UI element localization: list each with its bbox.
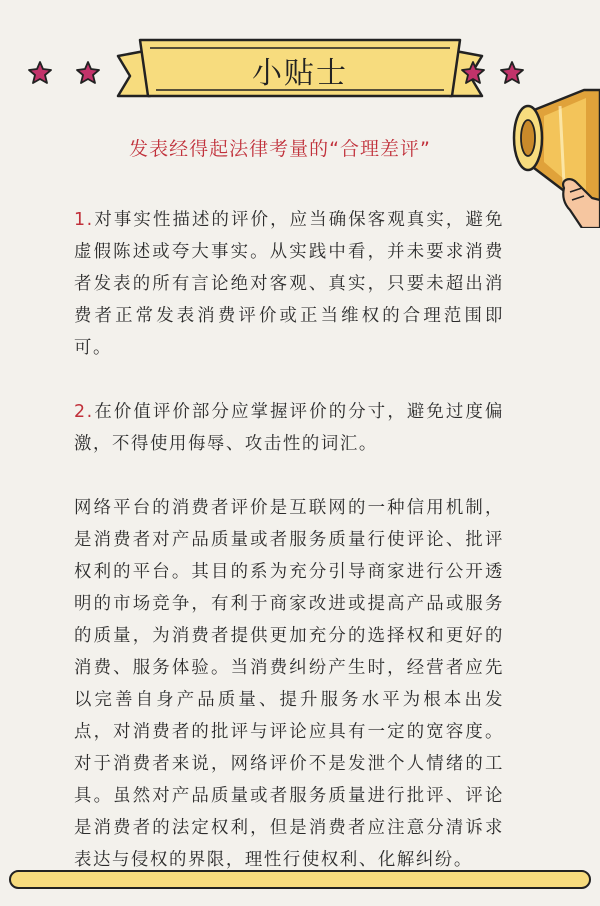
list-item bbox=[74, 396, 504, 460]
item-text: 对事实性描述的评价，应当确保客观真实，避免虚假陈述或夸大事实。从实践中看，并未要求消费者发表的所有言论绝对客观、真实，只要未超出消费者正常发表消费评价或正当维权的合理范围即可。 bbox=[74, 210, 504, 358]
list-item bbox=[74, 204, 504, 364]
star-icon bbox=[77, 62, 99, 83]
subtitle: 发表经得起法律考量的“合理差评” bbox=[129, 138, 431, 160]
item-number: 2. bbox=[74, 402, 94, 422]
star-icon bbox=[29, 62, 51, 83]
star-icon bbox=[501, 62, 523, 83]
body-paragraph: 网络平台的消费者评价是互联网的一种信用机制，是消费者对产品质量或者服务质量行使评论、批评权利的平台。其目的系为充分引导商家进行公开透明的市场竞争，有利于商家改进或提高产品或服务的质量，为消费者提供更加充分的选择权和更好的消费、服务体验。当消费纠纷产生时，经营者应先以完善自身产品质量、提升服务水平为根本出发点，对消费者的批评与评论应具有一定的宽容度。对于消费者来说，网络评价不是发泄个人情绪的工具。虽然对产品质量或者服务质量进行批评、评论是消费者的法定权利，但是消费者应注意分清诉求表达与侵权的界限，理性行使权利、化解纠纷。 bbox=[74, 498, 504, 870]
item-text: 在价值评价部分应掌握评价的分寸，避免过度偏激，不得使用侮辱、攻击性的词汇。 bbox=[74, 402, 504, 454]
item-number: 1. bbox=[74, 210, 94, 230]
content-body bbox=[74, 204, 504, 876]
bottom-decor-bar bbox=[9, 870, 591, 889]
banner-title: 小贴士 bbox=[252, 56, 348, 91]
